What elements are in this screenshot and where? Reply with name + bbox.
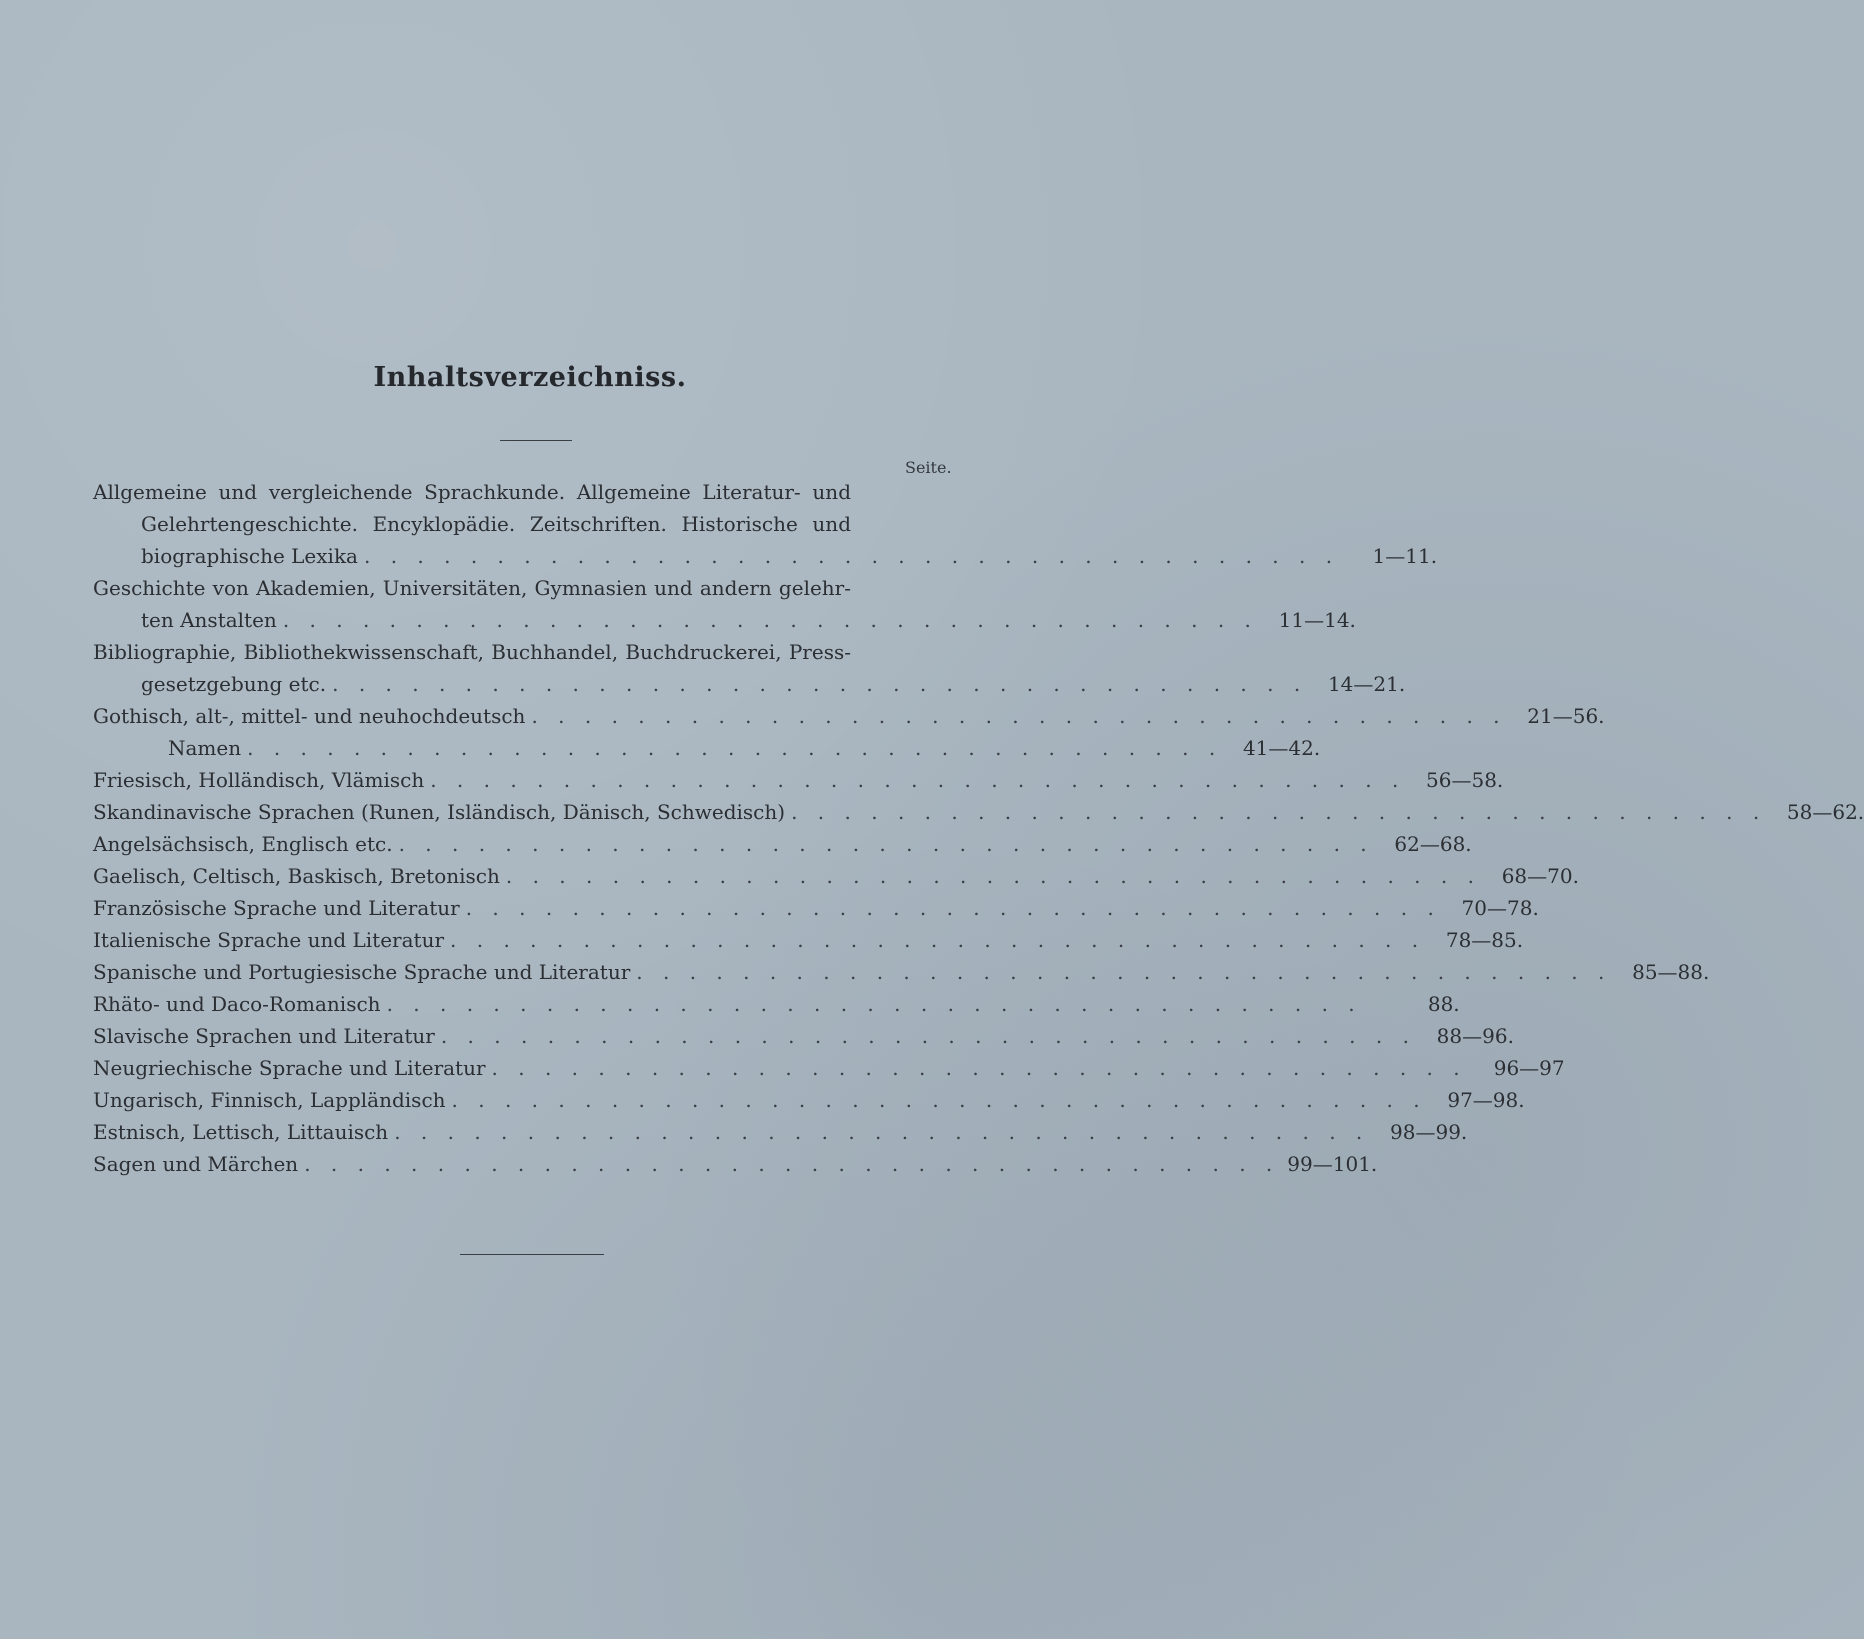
toc-entry-last-line [93,700,1605,732]
dot-leader: . . . . . . . . . . . . . . . . . . . . . . . . . . . . . . . . . . . . . [363,544,1340,568]
toc-entry-text: Namen [168,736,242,760]
top-rule [500,440,572,441]
toc-entry-last-line [93,764,1504,796]
toc-entry-last-line [93,924,1524,956]
dot-leader: . . . . . . . . . . . . . . . . . . . . . . . . . . . . . . . . . . . . . [304,1152,1280,1176]
toc-entry-last-line [93,988,1460,1020]
page-range: 14—21. [1327,672,1406,696]
toc-entry-line: Geschichte von Akademien, Universitäten, Gymnasien und andern gelehr- [93,576,851,600]
toc-entry-text: Sagen und Märchen [93,1152,299,1176]
toc-subentry [93,732,1321,764]
dot-leader: . . . . . . . . . . . . . . . . . . . . . . . . . . . . . . . . . . . . . [636,960,1612,984]
dot-leader: . . . . . . . . . . . . . . . . . . . . . . . . . . . . . . . . . . . . . [440,1024,1416,1048]
page-range: 88. [1427,992,1460,1016]
dot-leader: . . . . . . . . . . . . . . . . . . . . . . . . . . . . . . . . . . . . . [394,1120,1370,1144]
toc-entry [93,1116,1468,1148]
toc-entry-last-line [93,604,1356,636]
toc-entry-last-line [93,892,1539,924]
toc-entry [93,700,1605,732]
toc-entry-line: Bibliographie, Bibliothekwissenschaft, Buchhandel, Buchdruckerei, Press- [93,640,851,664]
toc-entry-text: Rhäto- und Daco-Romanisch [93,992,381,1016]
toc-entry-text: Gaelisch, Celtisch, Baskisch, Bretonisch [93,864,500,888]
toc-entry [93,1020,1514,1052]
toc-entry [93,1148,1378,1180]
toc-entry-text: Angelsächsisch, Englisch etc. [93,832,393,856]
page-range: 98—99. [1390,1120,1468,1144]
page-range: 97—98. [1447,1088,1525,1112]
toc-entry-last-line [93,1116,1468,1148]
page-range: 41—42. [1242,736,1321,760]
toc-entry [93,828,1472,860]
page-range: 21—56. [1527,704,1605,728]
page-range: 85—88. [1632,960,1710,984]
dot-leader: . . . . . . . . . . . . . . . . . . . . . . . . . . . . . . . . . . . . . [791,800,1767,824]
toc-entry [93,1084,1525,1116]
toc-entry-text: Slavische Sprachen und Literatur [93,1024,435,1048]
dot-leader: . . . . . . . . . . . . . . . . . . . . . . . . . . . . . . . . . . . . . [282,608,1258,632]
toc-entry [93,796,1864,828]
page-range: 96—97 [1493,1056,1565,1080]
toc-entry-text: Neugriechische Sprache und Literatur [93,1056,486,1080]
dot-leader: . . . . . . . . . . . . . . . . . . . . . . . . . . . . . . . . . . . . . [430,768,1406,792]
toc-entry-last-line [93,732,1321,764]
toc-entry-last-line [93,668,1406,700]
page-range: 58—62. [1786,800,1864,824]
toc-entry-text: gesetzgebung etc. [141,672,327,696]
toc-entry-text: Gothisch, alt-, mittel- und neuhochdeutsch [93,704,526,728]
toc-entry-text: Italienische Sprache und Literatur [93,928,445,952]
toc-entry-last-line [93,828,1472,860]
toc-entry-last-line [93,1052,1565,1084]
toc-entry [93,860,1579,892]
dot-leader: . . . . . . . . . . . . . . . . . . . . . . . . . . . . . . . . . . . . . [398,832,1374,856]
toc-entry [93,572,1356,636]
toc-entry [93,988,1460,1020]
toc-entry [93,476,1438,572]
dot-leader: . . . . . . . . . . . . . . . . . . . . . . . . . . . . . . . . . . . . . [531,704,1507,728]
table-of-contents [93,476,1864,1180]
page-title: Inhaltsverzeichniss. [373,362,687,393]
page-range: 1—11. [1372,544,1438,568]
toc-entry-line: Gelehrtengeschichte. Encyklopädie. Zeitschriften. Historische und [141,512,851,536]
toc-entry-text: Skandinavische Sprachen (Runen, Isländisch, Dänisch, Schwedisch) [93,800,786,824]
page-range: 56—58. [1426,768,1504,792]
toc-entry-line: Allgemeine und vergleichende Sprachkunde. Allgemeine Literatur- und [93,480,851,504]
toc-entry [93,956,1710,988]
bottom-rule [460,1254,604,1255]
toc-entry [93,924,1524,956]
toc-entry-last-line [93,796,1864,828]
toc-entry-text: Estnisch, Lettisch, Littauisch [93,1120,389,1144]
page-range: 99—101. [1287,1152,1378,1176]
toc-entry-last-line [93,1148,1378,1180]
toc-entry [93,764,1504,796]
toc-entry-last-line [93,540,1438,572]
toc-entry-text: Französische Sprache und Literatur [93,896,460,920]
page-range: 68—70. [1501,864,1579,888]
toc-entry-text: Ungarisch, Finnisch, Lappländisch [93,1088,446,1112]
dot-leader: . . . . . . . . . . . . . . . . . . . . . . . . . . . . . . . . . . . . . [386,992,1362,1016]
toc-entry [93,1052,1565,1084]
toc-entry [93,636,1406,700]
toc-entry-text: ten Anstalten [141,608,277,632]
dot-leader: . . . . . . . . . . . . . . . . . . . . . . . . . . . . . . . . . . . . . [491,1056,1467,1080]
toc-entry-last-line [93,1084,1525,1116]
toc-entry-text: biographische Lexika [141,544,358,568]
dot-leader: . . . . . . . . . . . . . . . . . . . . . . . . . . . . . . . . . . . . . [465,896,1441,920]
toc-entry-last-line [93,956,1710,988]
dot-leader: . . . . . . . . . . . . . . . . . . . . . . . . . . . . . . . . . . . . . [451,1088,1427,1112]
dot-leader: . . . . . . . . . . . . . . . . . . . . . . . . . . . . . . . . . . . . . [450,928,1426,952]
toc-entry-text: Friesisch, Holländisch, Vlämisch [93,768,425,792]
dot-leader: . . . . . . . . . . . . . . . . . . . . . . . . . . . . . . . . . . . . . [505,864,1481,888]
page-range: 62—68. [1394,832,1472,856]
dot-leader: . . . . . . . . . . . . . . . . . . . . . . . . . . . . . . . . . . . . . [247,736,1223,760]
page-range: 70—78. [1461,896,1539,920]
toc-entry [93,892,1539,924]
page-range: 88—96. [1436,1024,1514,1048]
dot-leader: . . . . . . . . . . . . . . . . . . . . . . . . . . . . . . . . . . . . . [332,672,1308,696]
page-range: 78—85. [1445,928,1524,952]
page-column-header: Seite. [905,458,952,477]
toc-entry-text: Spanische und Portugiesische Sprache und Literatur [93,960,631,984]
toc-entry-last-line [93,1020,1514,1052]
page-range: 11—14. [1278,608,1356,632]
toc-entry-last-line [93,860,1579,892]
